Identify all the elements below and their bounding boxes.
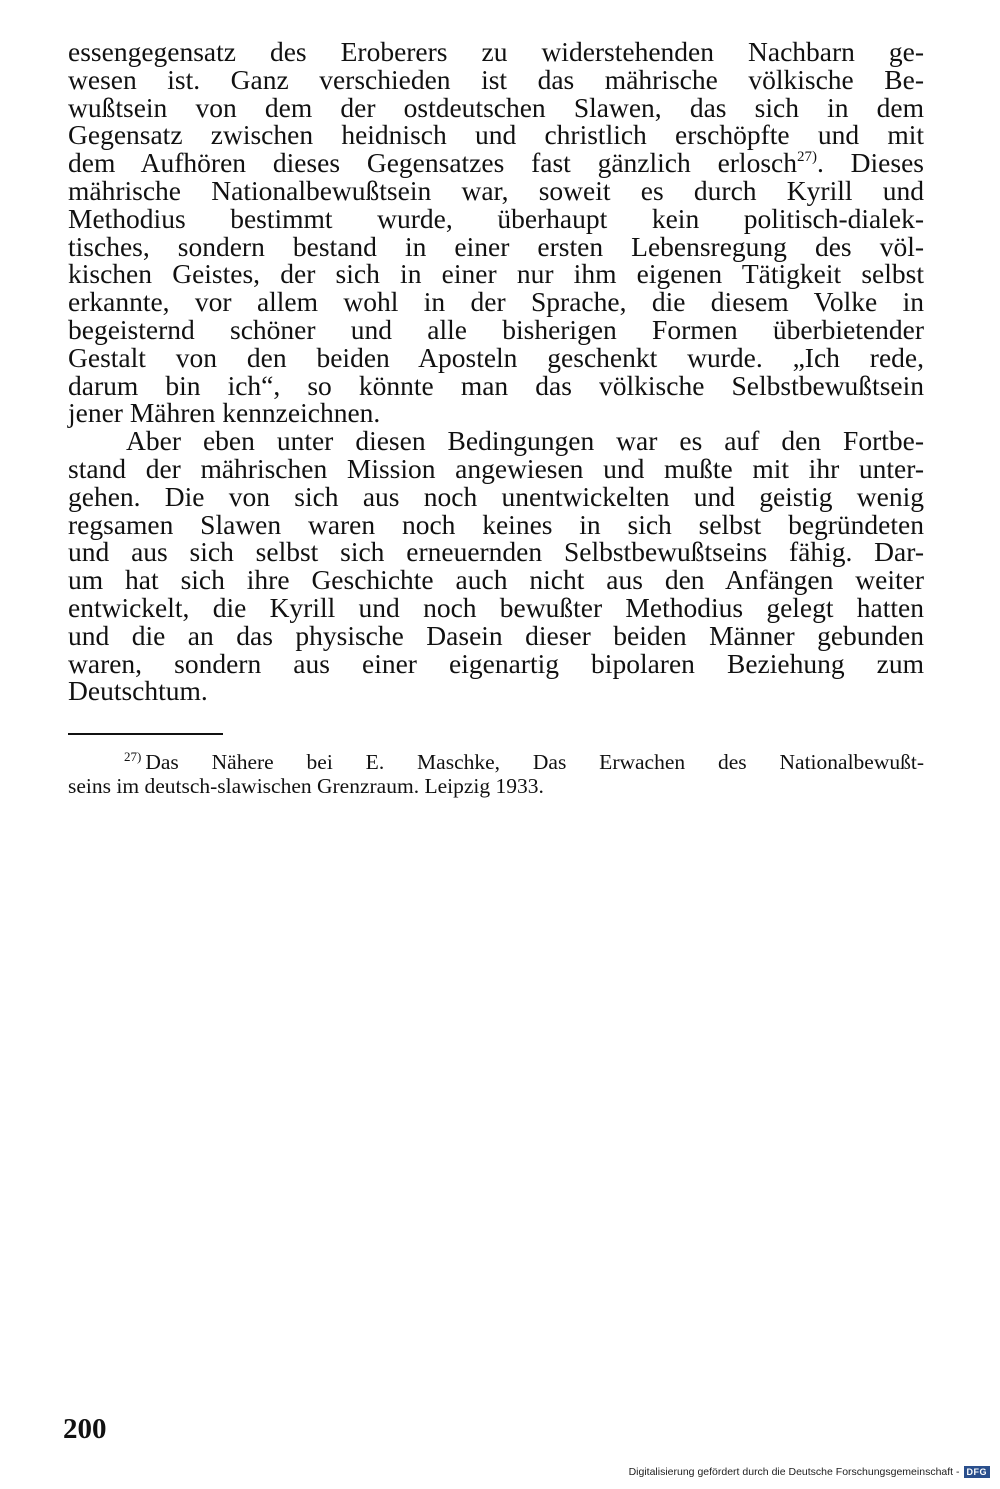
text-line: Deutschtum. [68, 675, 208, 707]
credit-text: Digitalisierung gefördert durch die Deutsche Forschungsgemeinschaft - [628, 1466, 960, 1478]
text-line: entwickelt, die Kyrill und noch bewußter Methodius gelegt hatten [68, 591, 924, 623]
text-line: Gestalt von den beiden Aposteln geschenkt wurde. „Ich rede, [68, 341, 924, 373]
text-line: kischen Geistes, der sich in einer nur ihm eigenen Tätigkeit selbst [68, 258, 924, 290]
main-text [68, 38, 924, 705]
footnote-reference: 27) [796, 149, 817, 166]
text-line: erkannte, vor allem wohl in der Sprache, die diesem Volke in [68, 286, 924, 318]
text-fragment: dem Aufhören dieses Gegensatzes fast gänzlich erlosch [68, 147, 797, 179]
text-line: jener Mähren kennzeichnen. [68, 397, 381, 429]
text-fragment: . Dieses [816, 147, 924, 179]
text-line-with-footnote-ref [68, 149, 924, 177]
text-line: mährische Nationalbewußtsein war, soweit es durch Kyrill und [68, 174, 924, 206]
footnote-text: Das Nähere bei E. Maschke, Das Erwachen des Nationalbewußt- [145, 750, 924, 774]
text-line: und aus sich selbst sich erneuernden Selbstbewußtseins fähig. Dar- [68, 536, 924, 568]
text-line: begeisternd schöner und alle bisherigen Formen überbietender [68, 313, 924, 345]
page-number: 200 [63, 1413, 107, 1445]
text-line: essengegensatz des Eroberers zu widerstehenden Nachbarn ge- [68, 36, 924, 67]
text-line: Methodius bestimmt wurde, überhaupt kein politisch-dialek- [68, 202, 924, 234]
footnote [68, 750, 924, 798]
dfg-logo-icon: DFG [964, 1466, 991, 1478]
text-line: um hat sich ihre Geschichte auch nicht aus den Anfängen weiter [68, 564, 924, 596]
text-line: waren, sondern aus einer eigenartig bipolaren Beziehung zum [68, 647, 924, 679]
text-line: Aber eben unter diesen Bedingungen war es auf den Fortbe- [126, 425, 924, 457]
footnote-marker: 27) [124, 749, 142, 764]
footnote-line [68, 750, 924, 774]
text-line: Gegensatz zwischen heidnisch und christlich erschöpfte und mit [68, 119, 924, 151]
footnote-line: seins im deutsch-slawischen Grenzraum. Leipzig 1933. [68, 774, 544, 798]
digitization-credit [629, 1466, 990, 1478]
text-line: tisches, sondern bestand in einer ersten Lebensregung des völ- [68, 230, 924, 262]
text-line: wußtsein von dem der ostdeutschen Slawen, das sich in dem [68, 91, 924, 123]
text-line: wesen ist. Ganz verschieden ist das mährische völkische Be- [68, 63, 924, 95]
footnote-divider [68, 733, 223, 735]
text-line: regsamen Slawen waren noch keines in sich selbst begründeten [68, 508, 924, 540]
text-line: darum bin ich“, so könnte man das völkische Selbstbewußtsein [68, 369, 924, 401]
text-line: stand der mährischen Mission angewiesen und mußte mit ihr unter- [68, 452, 924, 484]
text-line: gehen. Die von sich aus noch unentwickelten und geistig wenig [68, 480, 924, 512]
text-line: und die an das physische Dasein dieser beiden Männer gebunden [68, 619, 924, 651]
